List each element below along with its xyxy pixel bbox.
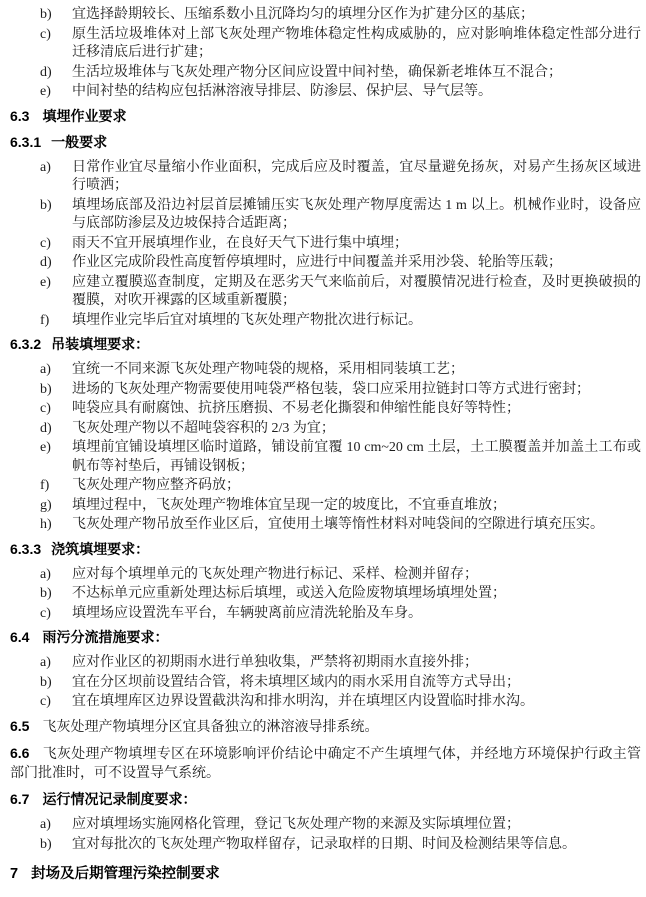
list-item [40, 693, 641, 712]
item-label: c) [40, 605, 51, 621]
item-text: 填埋场应设置洗车平台，车辆驶离前应清洗轮胎及车身。 [72, 605, 422, 621]
item-text: 飞灰处理产物应整齐码放； [72, 478, 240, 493]
list-item [40, 254, 641, 273]
item-text: 雨天不宜开展填埋作业，在良好天气下进行集中填埋； [72, 235, 408, 251]
item-label: b) [40, 836, 52, 852]
section-number: 6.3.2 [10, 336, 42, 352]
clause-text: 飞灰处理产物填埋专区在环境影响评价结论中确定不产生填埋气体，并经地方环境保护行政主管部门批准时，可不设置导气系统。 [10, 747, 641, 781]
clause-number: 6.5 [10, 717, 30, 734]
item-text: 宜对每批次的飞灰处理产物取样留存，记录取样的日期、时间及检测结果等信息。 [72, 836, 576, 852]
item-label: a) [40, 566, 51, 582]
list-item [40, 235, 641, 254]
item-label: f) [40, 478, 50, 493]
list-item [40, 516, 641, 535]
clause-list [10, 6, 641, 102]
item-label: b) [40, 381, 52, 397]
clause-number: 6.6 [10, 745, 30, 761]
item-text: 应建立覆膜巡查制度，定期及在恶劣天气来临前后，对覆膜情况进行检查，及时更换破损的覆膜，对吹开裸露的区域重新覆膜； [72, 274, 641, 308]
item-text: 中间衬垫的结构应包括淋溶液导排层、防渗层、保护层、导气层等。 [72, 84, 492, 99]
item-text: 填埋作业完毕后宜对填埋的飞灰处理产物批次进行标记。 [72, 312, 422, 328]
item-text: 飞灰处理产物吊放至作业区后，宜使用土壤等惰性材料对吨袋间的空隙进行填充压实。 [72, 517, 604, 532]
item-text: 吨袋应具有耐腐蚀、抗挤压磨损、不易老化撕裂和伸缩性能良好等特性； [72, 401, 520, 416]
section-number: 6.3 [10, 107, 30, 124]
section-heading-6-3-1 [10, 133, 641, 152]
item-text: 宜在填埋库区边界设置截洪沟和排水明沟，并在填埋区内设置临时排水沟。 [72, 694, 534, 709]
item-label: a) [40, 159, 51, 175]
section-title: 运行情况记录制度要求： [42, 791, 197, 807]
list-item [40, 439, 641, 476]
item-label: d) [40, 420, 52, 436]
item-label: e) [40, 274, 51, 290]
clause-paragraph-6-5 [10, 717, 641, 738]
section-title: 雨污分流措施要求： [42, 629, 169, 645]
clause-text: 飞灰处理产物填埋分区宜具备独立的淋溶液导排系统。 [42, 719, 379, 735]
item-text: 填埋过程中，飞灰处理产物堆体宜呈现一定的坡度比，不宜垂直堆放； [72, 497, 506, 513]
item-label: b) [40, 197, 52, 213]
item-label: c) [40, 235, 51, 251]
item-label: b) [40, 7, 52, 22]
item-text: 进场的飞灰处理产物需要使用吨袋严格包装，袋口应采用拉链封口等方式进行密封； [72, 381, 590, 397]
section-heading-6-4 [10, 628, 641, 647]
section-number: 7 [10, 866, 19, 882]
item-label: e) [40, 84, 51, 99]
item-label: e) [40, 440, 51, 455]
list-item [40, 497, 641, 516]
list-item [40, 400, 641, 419]
item-label: g) [40, 497, 52, 513]
clause-list [10, 159, 641, 331]
clause-list [10, 566, 641, 624]
item-text: 宜在分区坝前设置结合管，将未填埋区域内的雨水采用自流等方式导出； [72, 674, 520, 690]
section-title: 一般要求 [51, 133, 108, 150]
section-title: 吊装填埋要求： [51, 336, 150, 352]
item-label: d) [40, 64, 52, 80]
list-item [40, 816, 641, 835]
item-label: h) [40, 517, 52, 532]
list-item [40, 654, 641, 673]
list-item [40, 197, 641, 234]
item-label: d) [40, 255, 52, 270]
section-heading-6-3 [10, 107, 641, 126]
section-title: 填埋作业要求 [42, 107, 127, 124]
item-text: 飞灰处理产物以不超吨袋容积的 2/3 为宜； [72, 420, 335, 436]
list-item [40, 312, 641, 331]
item-text: 宜统一不同来源飞灰处理产物吨袋的规格，采用相同装填工艺； [72, 362, 464, 377]
chapter-heading-7 [10, 865, 641, 884]
list-item [40, 159, 641, 196]
section-number: 6.4 [10, 629, 30, 645]
item-label: f) [40, 312, 50, 328]
item-text: 应对每个填埋单元的飞灰处理产物进行标记、采样、检测并留存； [72, 566, 478, 582]
section-heading-6-7 [10, 790, 641, 809]
item-text: 生活垃圾堆体与飞灰处理产物分区间应设置中间衬垫，确保新老堆体互不混合； [72, 64, 562, 80]
list-item [40, 605, 641, 624]
item-label: c) [40, 26, 51, 42]
list-item [40, 381, 641, 400]
item-label: a) [40, 362, 51, 377]
item-label: c) [40, 694, 51, 709]
list-item [40, 274, 641, 311]
list-item [40, 674, 641, 693]
list-item [40, 566, 641, 585]
item-text: 应对填埋场实施网格化管理，登记飞灰处理产物的来源及实际填埋位置； [72, 817, 520, 832]
list-item [40, 585, 641, 604]
item-text: 不达标单元应重新处理达标后填埋，或送入危险废物填埋场填埋处置； [72, 586, 506, 601]
item-text: 日常作业宜尽量缩小作业面积，完成后应及时覆盖，宜尽量避免扬灰，对易产生扬灰区域进行喷洒； [72, 159, 641, 193]
section-number: 6.3.3 [10, 540, 42, 557]
list-item [40, 83, 641, 102]
clause-list [10, 654, 641, 712]
clause-paragraph-6-6 [10, 744, 641, 783]
section-title: 浇筑填埋要求： [51, 540, 150, 557]
list-item [40, 420, 641, 439]
section-heading-6-3-3 [10, 540, 641, 559]
item-label: c) [40, 401, 51, 416]
clause-list [10, 816, 641, 854]
item-text: 填埋前宜铺设填埋区临时道路，铺设前宜覆 10 cm~20 cm 土层，土工膜覆盖并加盖土工布或帆布等衬垫后，再铺设钢板； [72, 440, 641, 474]
section-number: 6.7 [10, 791, 30, 807]
section-number: 6.3.1 [10, 133, 42, 150]
item-label: a) [40, 817, 51, 832]
item-text: 应对作业区的初期雨水进行单独收集，严禁将初期雨水直接外排； [72, 655, 478, 670]
clause-list [10, 361, 641, 535]
section-title: 封场及后期管理污染控制要求 [31, 866, 220, 882]
list-item [40, 836, 641, 855]
item-label: b) [40, 674, 52, 690]
section-heading-6-3-2 [10, 335, 641, 354]
list-item [40, 6, 641, 25]
list-item [40, 26, 641, 63]
item-label: a) [40, 655, 51, 670]
list-item [40, 477, 641, 496]
list-item [40, 361, 641, 380]
item-text: 原生活垃圾堆体对上部飞灰处理产物堆体稳定性构成威胁的，应对影响堆体稳定性部分进行迁移清底后进行扩建； [72, 26, 641, 60]
item-text: 填埋场底部及沿边衬层首层摊铺压实飞灰处理产物厚度需达 1 m 以上。机械作业时，设备应与底部防渗层及边坡保持合适距离； [72, 197, 641, 231]
list-item [40, 64, 641, 83]
item-label: b) [40, 586, 52, 601]
item-text: 宜选择龄期较长、压缩系数小且沉降均匀的填埋分区作为扩建分区的基底； [72, 7, 534, 22]
item-text: 作业区完成阶段性高度暂停填埋时，应进行中间覆盖并采用沙袋、轮胎等压载； [72, 255, 562, 270]
